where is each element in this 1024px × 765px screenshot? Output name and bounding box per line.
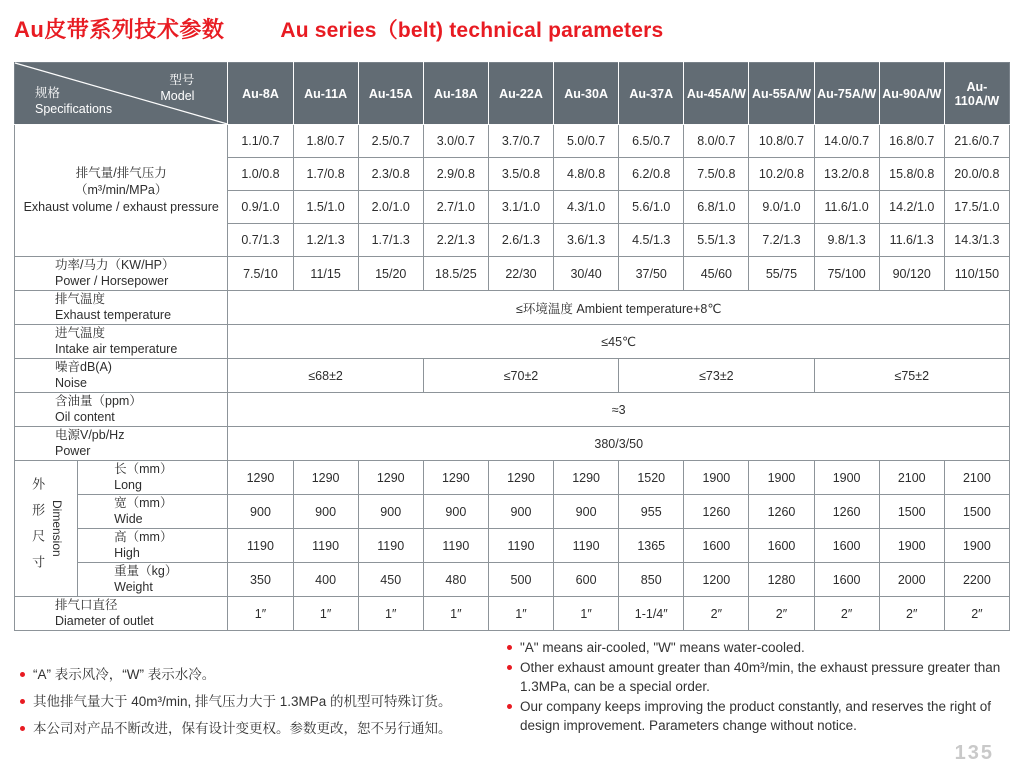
value-cell: 900 <box>423 495 488 529</box>
value-cell: 600 <box>554 563 619 597</box>
value-cell: 2″ <box>879 597 944 631</box>
value-cell: 21.6/0.7 <box>944 125 1009 158</box>
corner-model-label <box>160 72 194 104</box>
note-item: 其他排气量大于 40m³/min, 排气压力大于 1.3MPa 的机型可特殊订货。 <box>20 692 495 711</box>
dimension-high-row <box>15 529 1010 563</box>
value-cell: 850 <box>619 563 684 597</box>
value-cell: ≤70±2 <box>423 359 618 393</box>
row-label-en: Power <box>55 443 91 458</box>
value-cell: 350 <box>228 563 293 597</box>
model-header: Au-22A <box>488 63 553 125</box>
value-cell: 1900 <box>684 461 749 495</box>
value-cell: 1500 <box>944 495 1009 529</box>
row-label-high <box>78 529 228 563</box>
value-cell: 1600 <box>814 563 879 597</box>
value-cell: 8.0/0.7 <box>684 125 749 158</box>
oil-row <box>15 393 1010 427</box>
value-cell: 4.3/1.0 <box>554 191 619 224</box>
dimension-wide-row <box>15 495 1010 529</box>
value-cell: 10.2/0.8 <box>749 158 814 191</box>
value-cell: 2.7/1.0 <box>423 191 488 224</box>
value-cell: 1.5/1.0 <box>293 191 358 224</box>
intake-temp-value: ≤45℃ <box>228 325 1010 359</box>
value-cell: 0.9/1.0 <box>228 191 293 224</box>
value-cell: 7.5/10 <box>228 257 293 291</box>
value-cell: 1900 <box>814 461 879 495</box>
value-cell: 2.5/0.7 <box>358 125 423 158</box>
value-cell: 14.0/0.7 <box>814 125 879 158</box>
exhaust-row-0.7 <box>15 125 1010 158</box>
value-cell: 1-1/4″ <box>619 597 684 631</box>
value-cell: 1″ <box>488 597 553 631</box>
value-cell: 15.8/0.8 <box>879 158 944 191</box>
value-cell: 2200 <box>944 563 1009 597</box>
value-cell: 6.2/0.8 <box>619 158 684 191</box>
model-header-row <box>15 63 1010 125</box>
note-item: Other exhaust amount greater than 40m³/min, the exhaust pressure greater than 1.3MPa, can be a special order. <box>507 658 1012 697</box>
value-cell: 1200 <box>684 563 749 597</box>
value-cell: 37/50 <box>619 257 684 291</box>
value-cell: 17.5/1.0 <box>944 191 1009 224</box>
corner-cell <box>15 63 228 125</box>
parameters-table <box>14 62 1010 631</box>
value-cell: 1.0/0.8 <box>228 158 293 191</box>
value-cell: 1290 <box>358 461 423 495</box>
row-label-en: Oil content <box>55 409 115 424</box>
row-label-zh: 噪音dB(A) <box>55 360 112 374</box>
note-item: “A” 表示风冷，“W” 表示水冷。 <box>20 665 495 684</box>
value-cell: 1260 <box>814 495 879 529</box>
row-label-zh: 功率/马力（KW/HP） <box>55 258 175 272</box>
value-cell: ≤73±2 <box>619 359 814 393</box>
model-header: Au-37A <box>619 63 684 125</box>
noise-row <box>15 359 1010 393</box>
value-cell: 75/100 <box>814 257 879 291</box>
exhaust-temp-row <box>15 291 1010 325</box>
value-cell: 1190 <box>488 529 553 563</box>
value-cell: 1190 <box>358 529 423 563</box>
row-label-en: Exhaust volume / exhaust pressure <box>23 200 219 214</box>
value-cell: 13.2/0.8 <box>814 158 879 191</box>
row-label-zh: 电源V/pb/Hz <box>55 428 125 442</box>
page-number: 135 <box>954 742 994 764</box>
value-cell: 450 <box>358 563 423 597</box>
row-label-weight <box>78 563 228 597</box>
row-label-wide <box>78 495 228 529</box>
model-header: Au-55A/W <box>749 63 814 125</box>
value-cell: 11.6/1.0 <box>814 191 879 224</box>
value-cell: 2.2/1.3 <box>423 224 488 257</box>
row-label-power <box>15 257 228 291</box>
note-item: "A" means air-cooled, "W" means water-cooled. <box>507 638 1012 658</box>
value-cell: 1290 <box>554 461 619 495</box>
dimension-long-row <box>15 461 1010 495</box>
value-cell: 900 <box>358 495 423 529</box>
value-cell: 3.6/1.3 <box>554 224 619 257</box>
dimension-weight-row <box>15 563 1010 597</box>
value-cell: 20.0/0.8 <box>944 158 1009 191</box>
row-label-zh: 排气口直径 <box>55 598 118 612</box>
value-cell: 2.9/0.8 <box>423 158 488 191</box>
value-cell: 400 <box>293 563 358 597</box>
value-cell: 2100 <box>879 461 944 495</box>
value-cell: 1290 <box>423 461 488 495</box>
value-cell: 11.6/1.3 <box>879 224 944 257</box>
row-label-zh: 长（mm） <box>114 462 173 476</box>
value-cell: 14.2/1.0 <box>879 191 944 224</box>
row-label-zh: 排气温度 <box>55 292 106 306</box>
value-cell: 1280 <box>749 563 814 597</box>
row-label-exhaust-temp <box>15 291 228 325</box>
value-cell: 6.5/0.7 <box>619 125 684 158</box>
value-cell: 2″ <box>749 597 814 631</box>
value-cell: 1260 <box>684 495 749 529</box>
value-cell: 2″ <box>684 597 749 631</box>
value-cell: 1900 <box>944 529 1009 563</box>
value-cell: 2000 <box>879 563 944 597</box>
value-cell: 1.1/0.7 <box>228 125 293 158</box>
value-cell: 0.7/1.3 <box>228 224 293 257</box>
value-cell: 3.7/0.7 <box>488 125 553 158</box>
power-row <box>15 257 1010 291</box>
row-label-en: Power / Horsepower <box>55 273 169 288</box>
row-label-oil <box>15 393 228 427</box>
value-cell: 45/60 <box>684 257 749 291</box>
corner-spec-en: Specifications <box>35 102 113 116</box>
row-label-power-supply <box>15 427 228 461</box>
note-item: Our company keeps improving the product constantly, and reserves the right of design improvement. Parameters change without notice. <box>507 697 1012 736</box>
model-header: Au-8A <box>228 63 293 125</box>
value-cell: 1600 <box>749 529 814 563</box>
value-cell: 3.1/1.0 <box>488 191 553 224</box>
value-cell: 2.6/1.3 <box>488 224 553 257</box>
value-cell: 1900 <box>749 461 814 495</box>
value-cell: 22/30 <box>488 257 553 291</box>
value-cell: 9.8/1.3 <box>814 224 879 257</box>
page-titles <box>14 13 663 44</box>
row-label-exhaust <box>15 125 228 257</box>
value-cell: 7.2/1.3 <box>749 224 814 257</box>
row-label-zh: 高（mm） <box>114 530 173 544</box>
value-cell: 1290 <box>293 461 358 495</box>
value-cell: 1290 <box>228 461 293 495</box>
exhaust-temp-value: ≤环境温度 Ambient temperature+8℃ <box>228 291 1010 325</box>
value-cell: 1.2/1.3 <box>293 224 358 257</box>
value-cell: 900 <box>554 495 619 529</box>
footer-notes <box>0 634 1024 751</box>
row-label-noise <box>15 359 228 393</box>
value-cell: 1″ <box>358 597 423 631</box>
row-label-en: Intake air temperature <box>55 341 178 356</box>
value-cell: 18.5/25 <box>423 257 488 291</box>
value-cell: 1190 <box>554 529 619 563</box>
oil-value: ≈3 <box>228 393 1010 427</box>
value-cell: 1500 <box>879 495 944 529</box>
row-label-en: Diameter of outlet <box>55 613 154 628</box>
value-cell: 15/20 <box>358 257 423 291</box>
value-cell: 1290 <box>488 461 553 495</box>
value-cell: 2100 <box>944 461 1009 495</box>
value-cell: 3.0/0.7 <box>423 125 488 158</box>
value-cell: 1900 <box>879 529 944 563</box>
value-cell: 9.0/1.0 <box>749 191 814 224</box>
value-cell: 55/75 <box>749 257 814 291</box>
dimension-group-label <box>15 461 78 597</box>
row-label-zh: 含油量（ppm） <box>55 394 142 408</box>
value-cell: 1.8/0.7 <box>293 125 358 158</box>
row-label-en: Noise <box>55 375 87 390</box>
value-cell: 500 <box>488 563 553 597</box>
value-cell: 955 <box>619 495 684 529</box>
value-cell: 1″ <box>228 597 293 631</box>
value-cell: 14.3/1.3 <box>944 224 1009 257</box>
value-cell: 1190 <box>293 529 358 563</box>
value-cell: 10.8/0.7 <box>749 125 814 158</box>
power-supply-row <box>15 427 1010 461</box>
value-cell: 30/40 <box>554 257 619 291</box>
dimension-group-zh: 外形尺寸 <box>30 476 46 581</box>
intake-temp-row <box>15 325 1010 359</box>
value-cell: 1365 <box>619 529 684 563</box>
value-cell: 5.0/0.7 <box>554 125 619 158</box>
value-cell: 16.8/0.7 <box>879 125 944 158</box>
value-cell: 1″ <box>554 597 619 631</box>
page-title-en: Au series（belt) technical parameters <box>280 19 664 42</box>
model-header: Au-110A/W <box>944 63 1009 125</box>
row-label-zh: 排气量/排气压力 <box>75 166 167 180</box>
row-label-en: Wide <box>114 511 143 526</box>
row-label-en: High <box>114 545 140 560</box>
row-label-en: Exhaust temperature <box>55 307 172 322</box>
value-cell: 1520 <box>619 461 684 495</box>
corner-spec-zh: 规格 <box>35 86 61 100</box>
corner-model-zh: 型号 <box>169 73 195 87</box>
value-cell: 110/150 <box>944 257 1009 291</box>
row-label-zh: 进气温度 <box>55 326 106 340</box>
value-cell: 2″ <box>814 597 879 631</box>
value-cell: 90/120 <box>879 257 944 291</box>
value-cell: 1600 <box>684 529 749 563</box>
value-cell: 3.5/0.8 <box>488 158 553 191</box>
outlet-row <box>15 597 1010 631</box>
value-cell: 1260 <box>749 495 814 529</box>
model-header: Au-18A <box>423 63 488 125</box>
row-label-outlet <box>15 597 228 631</box>
dimension-group-en: Dimension <box>50 500 65 557</box>
notes-en <box>507 638 1012 736</box>
value-cell: 1″ <box>423 597 488 631</box>
model-header: Au-75A/W <box>814 63 879 125</box>
value-cell: 4.8/0.8 <box>554 158 619 191</box>
power-supply-value: 380/3/50 <box>228 427 1010 461</box>
value-cell: 2.0/1.0 <box>358 191 423 224</box>
row-label-en: Weight <box>114 579 153 594</box>
value-cell: 1600 <box>814 529 879 563</box>
value-cell: 1190 <box>228 529 293 563</box>
value-cell: ≤68±2 <box>228 359 423 393</box>
row-label-zh: 重量（kg） <box>114 564 178 578</box>
notes-zh <box>20 665 495 746</box>
page-title-zh: Au皮带系列技术参数 <box>14 17 225 42</box>
value-cell: ≤75±2 <box>814 359 1009 393</box>
model-header: Au-30A <box>554 63 619 125</box>
model-header: Au-90A/W <box>879 63 944 125</box>
note-item: 本公司对产品不断改进，保有设计变更权。参数更改，恕不另行通知。 <box>20 719 495 738</box>
value-cell: 480 <box>423 563 488 597</box>
value-cell: 2″ <box>944 597 1009 631</box>
value-cell: 7.5/0.8 <box>684 158 749 191</box>
corner-model-en: Model <box>160 89 195 103</box>
value-cell: 5.5/1.3 <box>684 224 749 257</box>
value-cell: 2.3/0.8 <box>358 158 423 191</box>
row-label-unit: （m³/min/MPa） <box>75 183 168 197</box>
value-cell: 900 <box>488 495 553 529</box>
value-cell: 900 <box>228 495 293 529</box>
value-cell: 4.5/1.3 <box>619 224 684 257</box>
value-cell: 900 <box>293 495 358 529</box>
row-label-zh: 宽（mm） <box>114 496 173 510</box>
value-cell: 5.6/1.0 <box>619 191 684 224</box>
row-label-intake-temp <box>15 325 228 359</box>
model-header: Au-45A/W <box>684 63 749 125</box>
value-cell: 6.8/1.0 <box>684 191 749 224</box>
model-header: Au-15A <box>358 63 423 125</box>
value-cell: 11/15 <box>293 257 358 291</box>
row-label-long <box>78 461 228 495</box>
value-cell: 1″ <box>293 597 358 631</box>
value-cell: 1.7/0.8 <box>293 158 358 191</box>
corner-spec-label <box>35 85 112 117</box>
row-label-en: Long <box>114 477 142 492</box>
value-cell: 1190 <box>423 529 488 563</box>
model-header: Au-11A <box>293 63 358 125</box>
value-cell: 1.7/1.3 <box>358 224 423 257</box>
